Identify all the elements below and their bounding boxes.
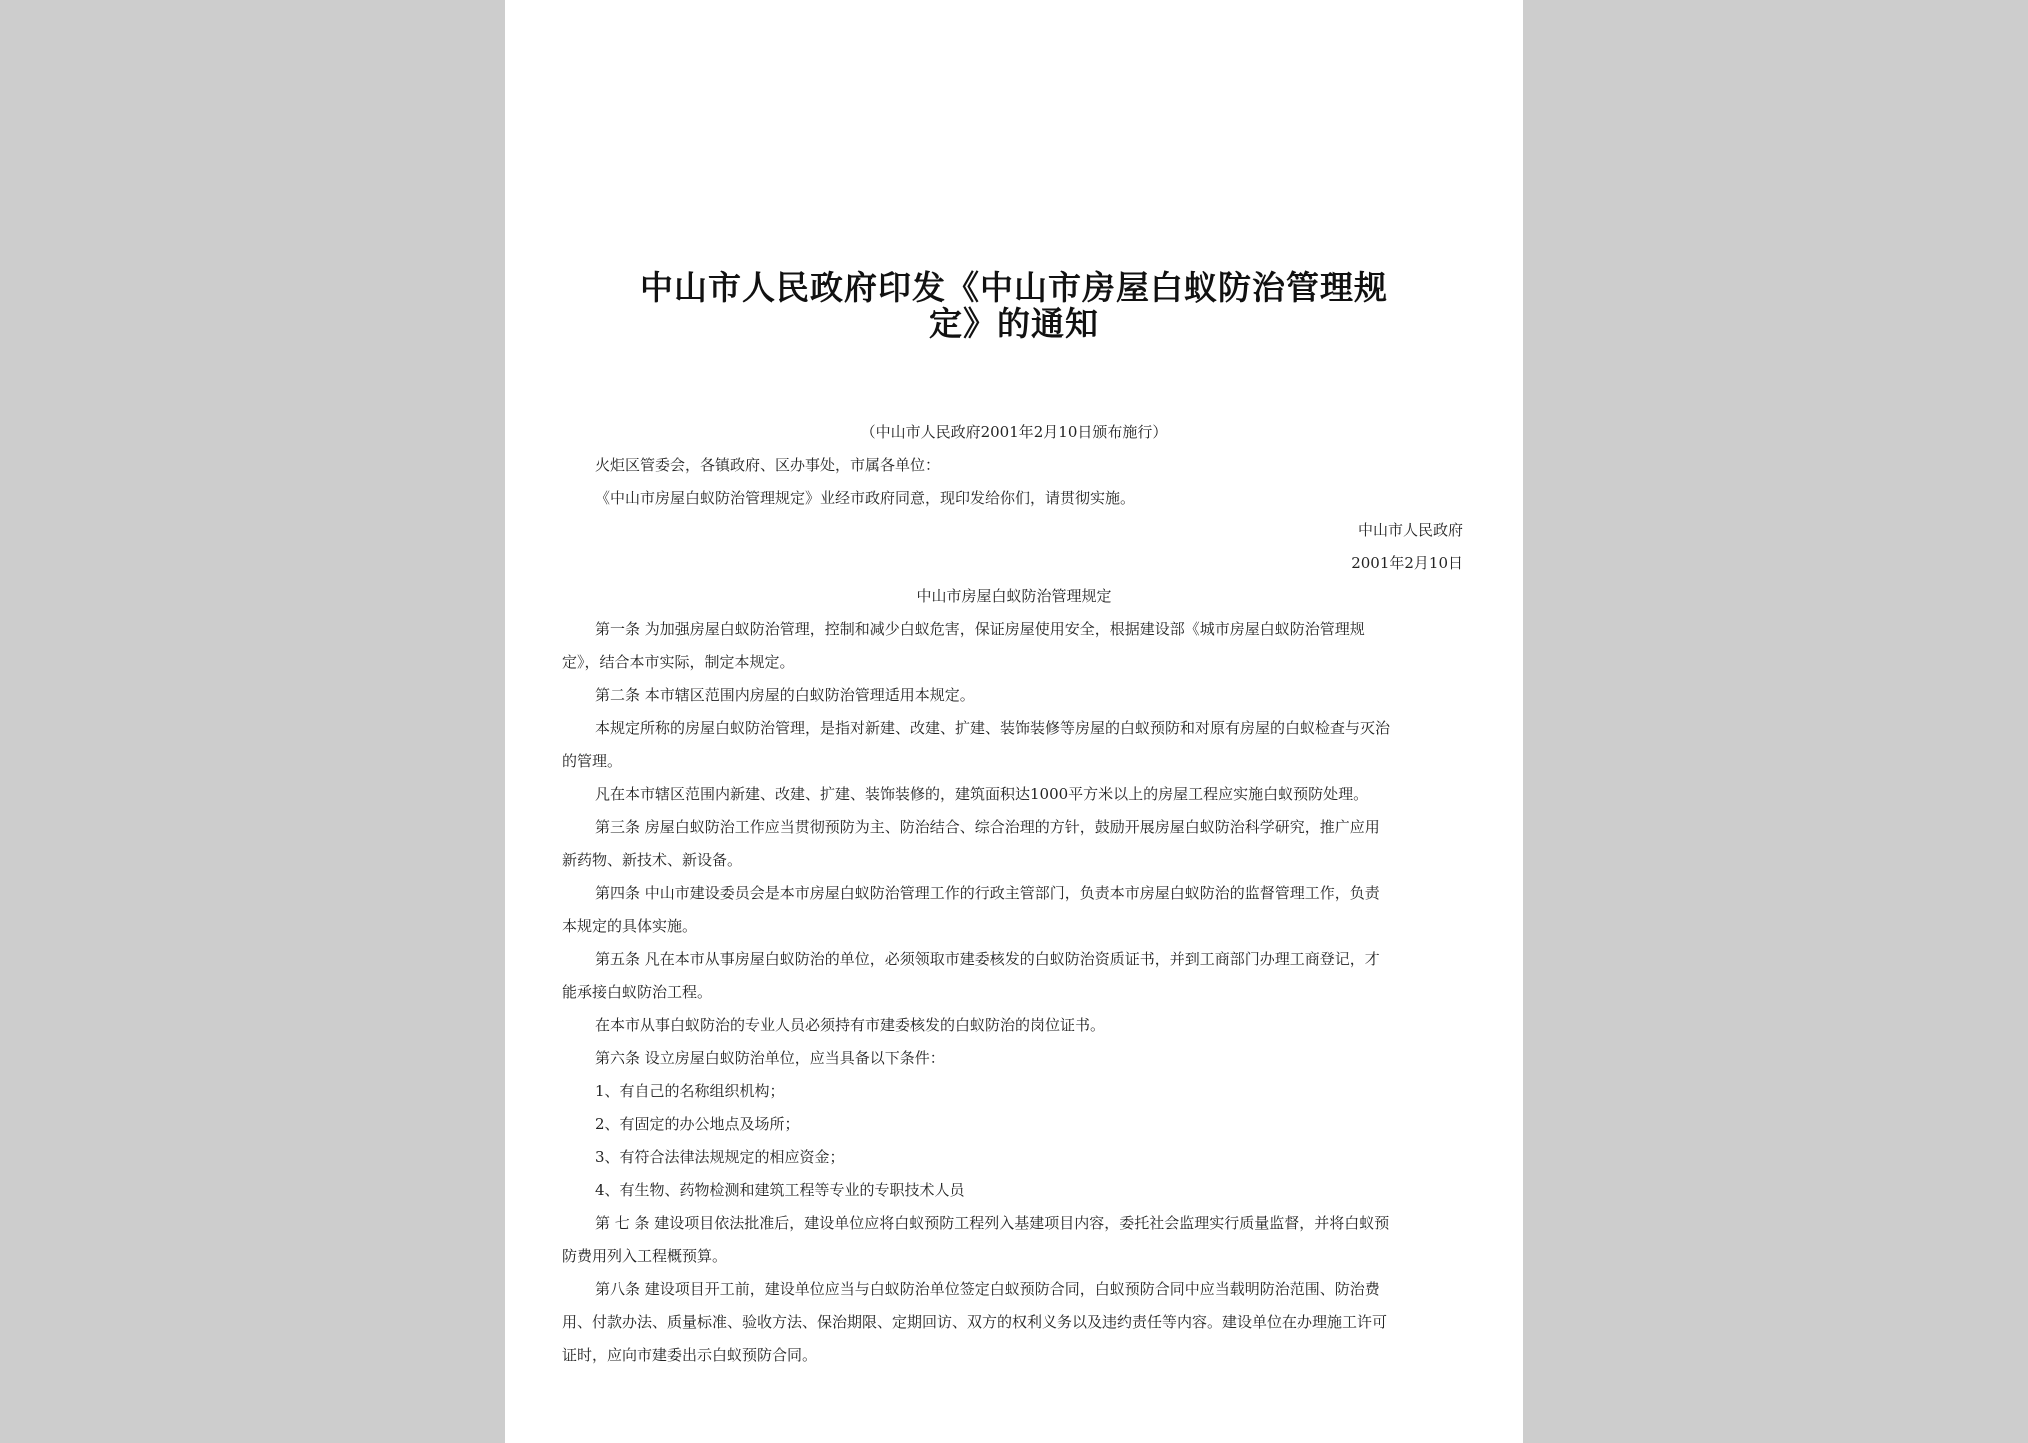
article-3-line-2: 新药物、新技术、新设备。 — [562, 851, 743, 869]
article-2-para-2-line-1: 本规定所称的房屋白蚁防治管理，是指对新建、改建、扩建、装饰装修等房屋的白蚁预防和对原有房屋的白蚁检查与灭治 — [595, 719, 1391, 737]
article-4-line-1: 第四条 中山市建设委员会是本市房屋白蚁防治管理工作的行政主管部门，负责本市房屋白蚁防治的监督管理工作，负责 — [595, 884, 1380, 902]
issuer-signature: 中山市人民政府 — [1357, 521, 1463, 539]
document-title-line-1: 中山市人民政府印发《中山市房屋白蚁防治管理规 — [640, 268, 1388, 307]
regulation-title: 中山市房屋白蚁防治管理规定 — [916, 587, 1112, 605]
issued-note: （中山市人民政府2001年2月10日颁布施行） — [860, 423, 1168, 441]
issue-date: 2001年2月10日 — [1351, 554, 1463, 572]
article-3-line-1: 第三条 房屋白蚁防治工作应当贯彻预防为主、防治结合、综合治理的方针，鼓励开展房屋白蚁防治科学研究，推广应用 — [595, 818, 1380, 836]
article-8-line-1: 第八条 建设项目开工前，建设单位应当与白蚁防治单位签定白蚁预防合同，白蚁预防合同中应当载明防治范围、防治费 — [595, 1280, 1380, 1298]
article-8-line-2: 用、付款办法、质量标准、验收方法、保治期限、定期回访、双方的权利义务以及违约责任等内容。建设单位在办理施工许可 — [562, 1313, 1388, 1331]
article-5-para-2-line: 在本市从事白蚁防治的专业人员必须持有市建委核发的白蚁防治的岗位证书。 — [595, 1016, 1106, 1034]
article-6-item-4: 4、有生物、药物检测和建筑工程等专业的专职技术人员 — [595, 1181, 965, 1199]
article-8-line-3: 证时，应向市建委出示白蚁预防合同。 — [562, 1346, 818, 1364]
recipients-line: 火炬区管委会，各镇政府、区办事处，市属各单位： — [595, 456, 941, 474]
article-5-line-1: 第五条 凡在本市从事房屋白蚁防治的单位，必须领取市建委核发的白蚁防治资质证书，并到工商部门办理工商登记，才 — [595, 950, 1380, 968]
article-2-line: 第二条 本市辖区范围内房屋的白蚁防治管理适用本规定。 — [595, 686, 975, 704]
article-2-para-2-line-2: 的管理。 — [562, 752, 623, 770]
article-6-item-3: 3、有符合法律法规规定的相应资金； — [595, 1148, 845, 1166]
document-title-line-2: 定》的通知 — [929, 304, 1099, 343]
notice-body: 《中山市房屋白蚁防治管理规定》业经市政府同意，现印发给你们，请贯彻实施。 — [595, 489, 1136, 507]
article-6-item-2: 2、有固定的办公地点及场所； — [595, 1115, 800, 1133]
article-1-line-1: 第一条 为加强房屋白蚁防治管理，控制和减少白蚁危害，保证房屋使用安全，根据建设部《城市房屋白蚁防治管理规 — [595, 620, 1365, 638]
article-6-item-1: 1、有自己的名称组织机构； — [595, 1082, 785, 1100]
article-7-line-1: 第 七 条 建设项目依法批准后，建设单位应将白蚁预防工程列入基建项目内容，委托社会监理实行质量监督，并将白蚁预 — [595, 1214, 1390, 1232]
article-4-line-2: 本规定的具体实施。 — [562, 917, 698, 935]
article-2-para-3-line: 凡在本市辖区范围内新建、改建、扩建、装饰装修的，建筑面积达1000平方米以上的房屋工程应实施白蚁预防处理。 — [595, 785, 1369, 803]
article-7-line-2: 防费用列入工程概预算。 — [562, 1247, 728, 1265]
article-1-line-2: 定》，结合本市实际，制定本规定。 — [562, 653, 795, 671]
article-6-line: 第六条 设立房屋白蚁防治单位，应当具备以下条件： — [595, 1049, 945, 1067]
article-5-line-2: 能承接白蚁防治工程。 — [562, 983, 713, 1001]
document-page — [505, 0, 1523, 1443]
